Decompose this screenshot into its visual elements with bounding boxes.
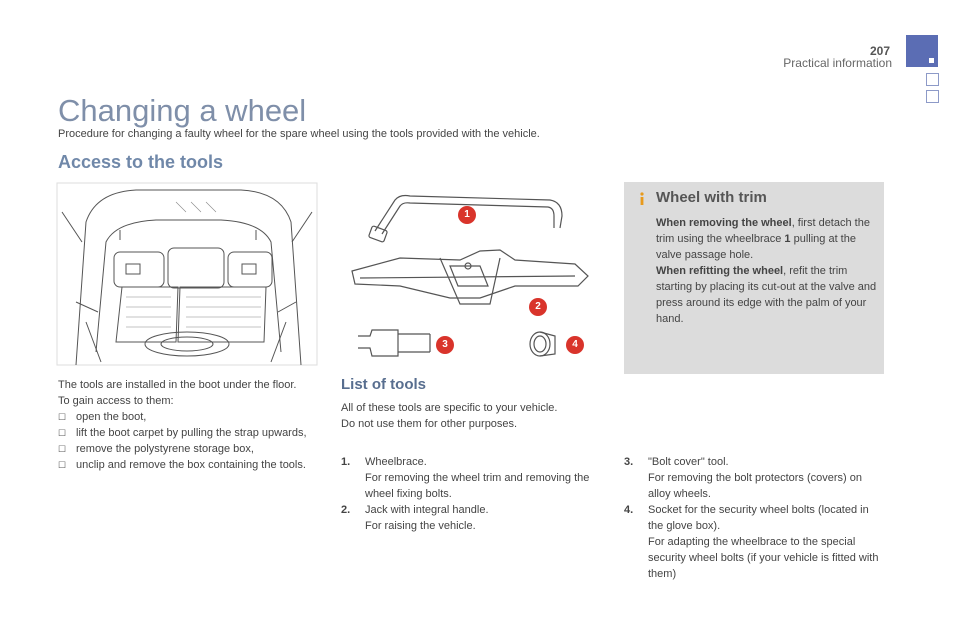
intro-text: Procedure for changing a faulty wheel for the spare wheel using the tools provided with the vehicle.	[58, 128, 540, 140]
item-desc: For adapting the wheelbrace to the special security wheel bolts (if your vehicle is fitted with them)	[648, 536, 879, 580]
section-title: Practical information	[783, 56, 892, 70]
item-number: 4.	[624, 504, 634, 516]
access-line2: To gain access to them:	[58, 395, 174, 407]
item-number: 2.	[341, 504, 351, 516]
info-bold-refitting: When refitting the wheel	[656, 265, 784, 277]
item-desc: For removing the wheel trim and removing the wheel fixing bolts.	[365, 472, 590, 500]
tool-item-4	[624, 502, 886, 582]
info-text	[656, 215, 878, 327]
info-icon	[638, 192, 646, 205]
item-desc: For removing the bolt protectors (covers) on alloy wheels.	[648, 472, 862, 500]
item-name: Socket for the security wheel bolts (located in the glove box).	[648, 504, 869, 532]
callout-1: 1	[458, 206, 476, 224]
list-item	[58, 409, 308, 425]
list-intro-line: All of these tools are specific to your vehicle.	[341, 402, 558, 414]
step-text: remove the polystyrene storage box,	[76, 443, 254, 455]
list-intro	[341, 400, 601, 432]
callout-2: 2	[529, 298, 547, 316]
chapter-tab	[926, 90, 939, 103]
checkbox-icon: ☐	[58, 444, 67, 454]
info-title: Wheel with trim	[656, 189, 767, 206]
item-name: "Bolt cover" tool.	[648, 456, 729, 468]
access-line1: The tools are installed in the boot under the floor.	[58, 379, 297, 391]
tool-item-1	[341, 454, 601, 502]
step-text: open the boot,	[76, 411, 147, 423]
access-steps	[58, 409, 308, 473]
list-item	[58, 425, 308, 441]
checkbox-icon: ☐	[58, 412, 67, 422]
info-ref: 1	[784, 233, 791, 245]
chapter-tab-active	[906, 35, 938, 67]
info-box	[624, 182, 884, 374]
item-name: Jack with integral handle.	[365, 504, 489, 516]
checkbox-icon: ☐	[58, 428, 67, 438]
info-bold-removing: When removing the wheel	[656, 217, 792, 229]
callout-3: 3	[436, 336, 454, 354]
chapter-tab	[926, 73, 939, 86]
item-number: 3.	[624, 456, 634, 468]
info-text-part: , first detach the trim using the wheelbrace	[656, 217, 870, 245]
boot-illustration	[56, 182, 318, 366]
tool-item-3	[624, 454, 886, 502]
tools-list-right	[624, 454, 886, 582]
page-title: Changing a wheel	[58, 93, 307, 128]
info-text-part: pulling at the valve passage hole.	[656, 233, 856, 261]
item-number: 1.	[341, 456, 351, 468]
tool-item-2	[341, 502, 601, 534]
list-intro-line: Do not use them for other purposes.	[341, 418, 518, 430]
list-item	[58, 457, 308, 473]
item-desc: For raising the vehicle.	[365, 520, 476, 532]
info-text-part: , refit the trim starting by placing its cut-out at the valve and press around its edge with the palm of your hand.	[656, 265, 877, 325]
page-number: 207	[869, 44, 890, 58]
tools-list-left	[341, 454, 601, 534]
section-heading-list: List of tools	[341, 376, 426, 393]
item-name: Wheelbrace.	[365, 456, 427, 468]
access-instructions	[58, 377, 308, 473]
section-heading-access: Access to the tools	[58, 152, 224, 172]
list-item	[58, 441, 308, 457]
callout-4: 4	[566, 336, 584, 354]
checkbox-icon: ☐	[58, 460, 67, 470]
step-text: unclip and remove the box containing the tools.	[76, 459, 306, 471]
step-text: lift the boot carpet by pulling the strap upwards,	[76, 427, 307, 439]
